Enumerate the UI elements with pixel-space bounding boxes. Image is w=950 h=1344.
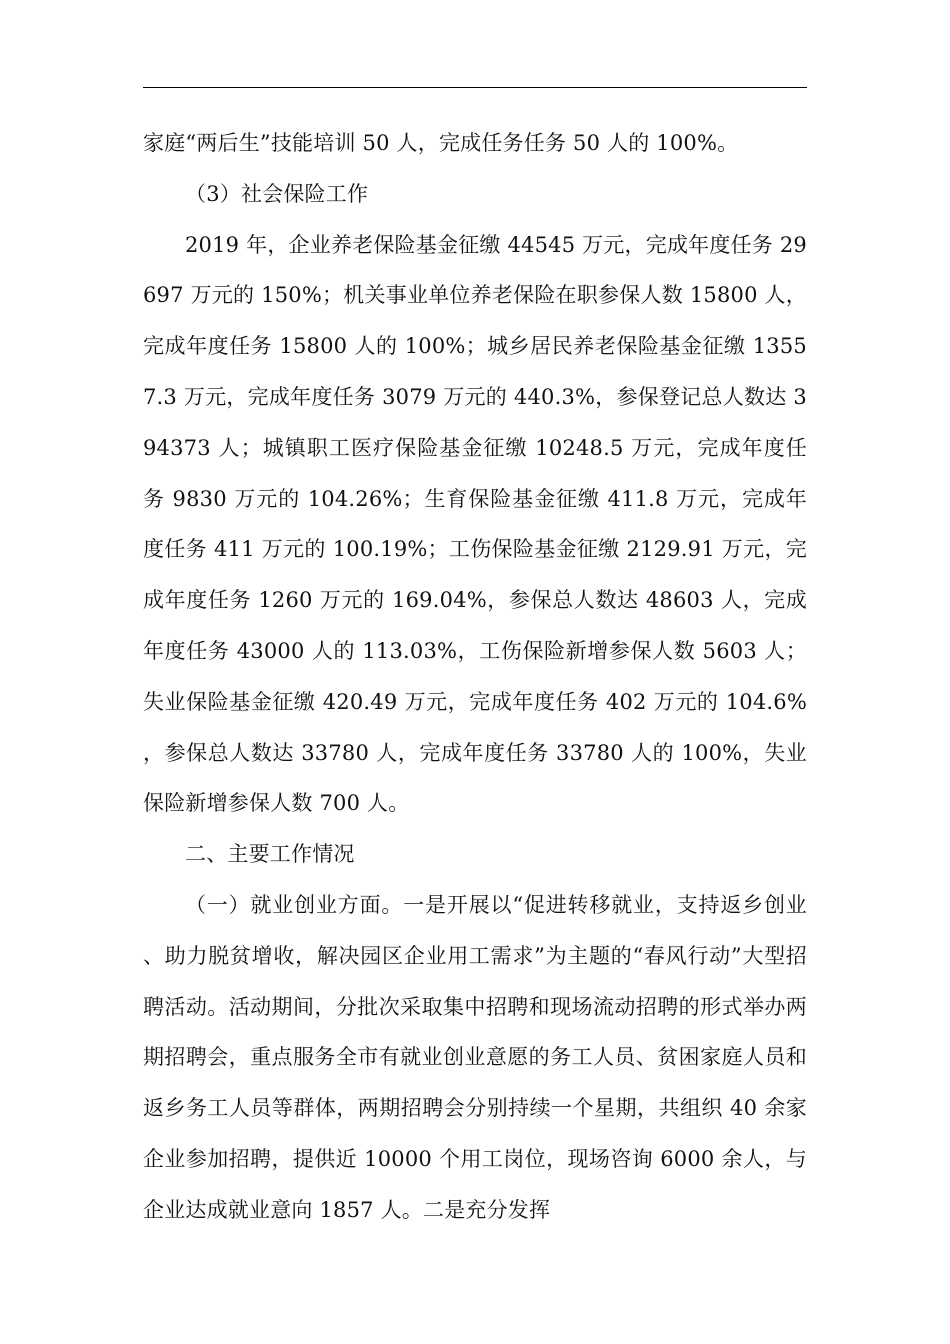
header-rule [143, 87, 807, 88]
document-body [143, 118, 807, 1236]
section-heading-main-work: 二、主要工作情况 [185, 842, 355, 867]
paragraph-social-insurance-figures: 2019 年，企业养老保险基金征缴 44545 万元，完成年度任务 29697 万元的 150%；机关事业单位养老保险在职参保人数 15800 人，完成年度任务 15800 人的 100%；城乡居民养老保险基金征缴 13557.3 万元，完成年度任务 3079 万元的 440.3%，参保登记总人数达 394373 人；城镇职工医疗保险基金征缴 10248.5 万元，完成年度任务 9830 万元的 104.26%；生育保险基金征缴 411.8 万元，完成年度任务 411 万元的 100.19%；工伤保险基金征缴 2129.91 万元，完成年度任务 1260 万元的 169.04%，参保总人数达 48603 人，完成年度任务 43000 人的 113.03%，工伤保险新增参保人数 5603 人；失业保险基金征缴 420.49 万元，完成年度任务 402 万元的 104.6%，参保总人数达 33780 人，完成年度任务 33780 人的 100%，失业保险新增参保人数 700 人。 [143, 232, 807, 816]
section-heading-social-insurance: （3）社会保险工作 [185, 181, 369, 206]
paragraph-employment-entrepreneurship: （一）就业创业方面。一是开展以“促进转移就业，支持返乡创业、助力脱贫增收，解决园区企业用工需求”为主题的“春风行动”大型招聘活动。活动期间，分批次采取集中招聘和现场流动招聘的形式举办两期招聘会，重点服务全市有就业创业意愿的务工人员、贫困家庭人员和返乡务工人员等群体，两期招聘会分别持续一个星期，共组织 40 余家企业参加招聘，提供近 10000 个用工岗位，现场咨询 6000 余人，与企业达成就业意向 1857 人。二是充分发挥 [143, 892, 807, 1222]
paragraph-two-post-graduates-training: 家庭“两后生”技能培训 50 人，完成任务任务 50 人的 100%。 [143, 131, 739, 155]
